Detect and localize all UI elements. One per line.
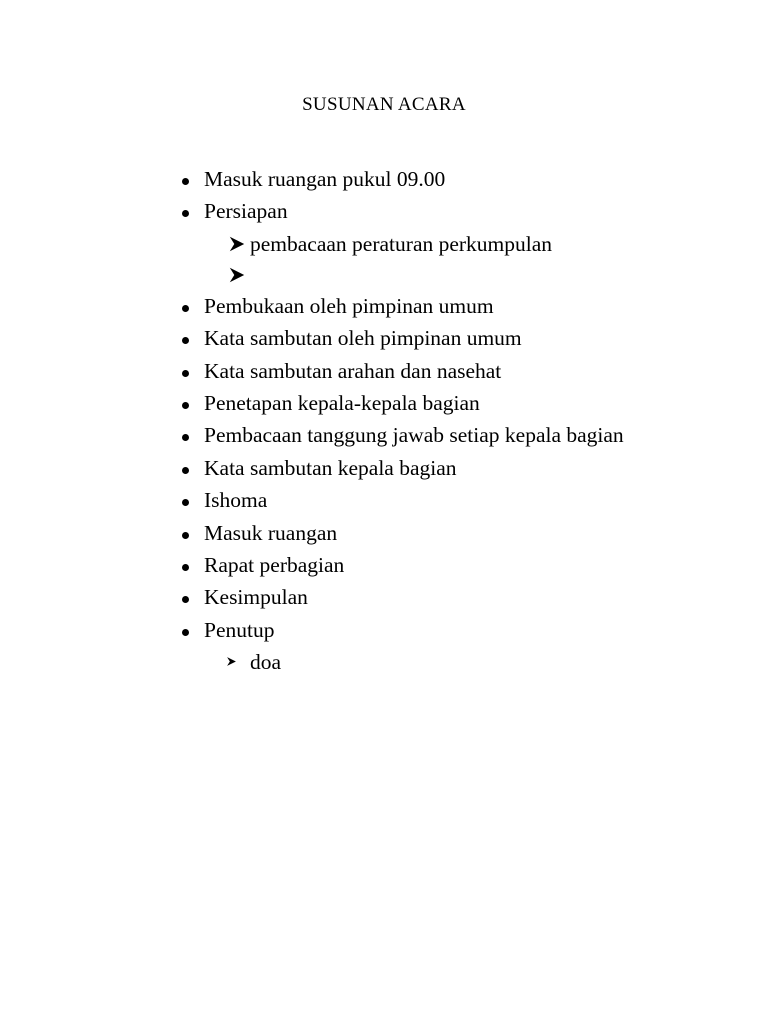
list-item-label: Penutup — [204, 617, 275, 642]
arrowhead-bullet-icon — [228, 266, 246, 284]
list-item — [0, 421, 768, 453]
list-item-label: Kata sambutan oleh pimpinan umum — [204, 326, 522, 351]
list-item — [0, 486, 768, 518]
bullet-icon — [182, 499, 189, 506]
sub-list-item — [0, 230, 768, 261]
arrowhead-bullet-icon — [228, 235, 246, 253]
bullet-icon — [182, 434, 189, 441]
list-item-label: Ishoma — [204, 488, 268, 513]
list-item — [0, 165, 768, 197]
sub-list-item — [0, 648, 768, 679]
list-item — [0, 551, 768, 583]
bullet-icon — [182, 629, 189, 636]
agenda-list — [0, 165, 768, 679]
list-item-label: Pembukaan oleh pimpinan umum — [204, 293, 494, 318]
list-item — [0, 519, 768, 551]
list-item-label: Kata sambutan arahan dan nasehat — [204, 358, 502, 383]
list-item — [0, 389, 768, 421]
arrowhead-bullet-icon — [226, 656, 237, 667]
list-item-label: Masuk ruangan — [204, 520, 338, 545]
bullet-icon — [182, 532, 189, 539]
list-item — [0, 324, 768, 356]
list-item-label: Rapat perbagian — [204, 552, 345, 577]
bullet-icon — [182, 305, 189, 312]
bullet-icon — [182, 337, 189, 344]
list-item — [0, 583, 768, 615]
bullet-icon — [182, 370, 189, 377]
sub-list-item-label: pembacaan peraturan perkumpulan — [250, 231, 553, 256]
list-item — [0, 357, 768, 389]
list-item-label: Masuk ruangan pukul 09.00 — [204, 167, 446, 191]
bullet-icon — [182, 210, 189, 217]
list-item — [0, 292, 768, 324]
list-item-label: Persiapan — [204, 199, 288, 224]
sub-list-item — [0, 261, 768, 292]
bullet-icon — [182, 467, 189, 474]
list-item — [0, 616, 768, 648]
document-title: SUSUNAN ACARA — [302, 94, 466, 115]
list-item-label: Kesimpulan — [204, 585, 308, 610]
sub-list-item-label: doa — [250, 650, 282, 675]
bullet-icon — [182, 402, 189, 409]
list-item — [0, 454, 768, 486]
bullet-icon — [182, 596, 189, 603]
list-item-label: Penetapan kepala-kepala bagian — [204, 390, 480, 415]
list-item — [0, 197, 768, 229]
list-item-label: Pembacaan tanggung jawab setiap kepala bagian — [204, 423, 624, 448]
bullet-icon — [182, 564, 189, 571]
list-item-label: Kata sambutan kepala bagian — [204, 455, 457, 480]
bullet-icon — [182, 178, 189, 185]
